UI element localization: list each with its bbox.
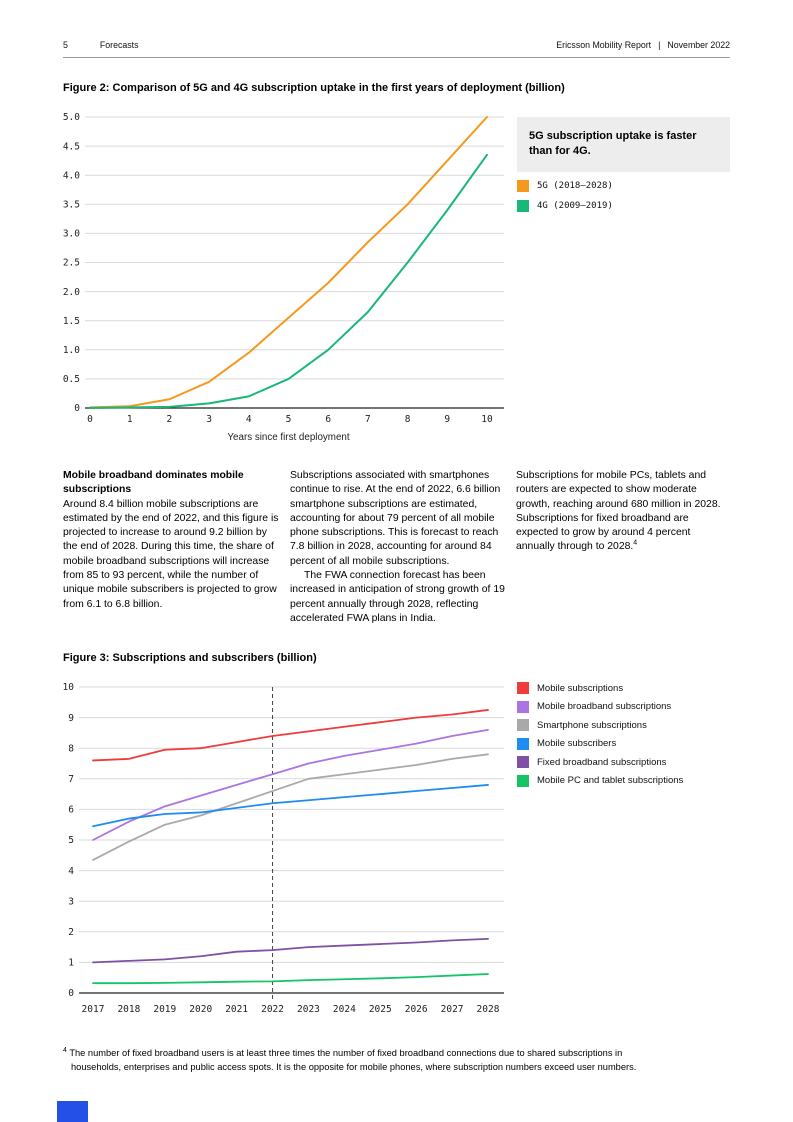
series-line-mobile-pc-and-tablet-subscriptions — [93, 974, 488, 983]
section-title: Forecasts — [99, 40, 139, 50]
y-tick-label: 10 — [62, 682, 74, 694]
footnote-marker: 4 — [63, 1046, 67, 1054]
x-tick-label: 2021 — [225, 1004, 249, 1015]
x-tick-label: 0 — [87, 414, 93, 425]
report-title: Ericsson Mobility Report — [556, 40, 652, 50]
y-tick-label: 2.5 — [62, 257, 80, 269]
legend-item — [517, 719, 683, 731]
figure2-callout: 5G subscription uptake is faster than for 4G. — [517, 117, 730, 172]
figure3-title: Figure 3: Subscriptions and subscribers (billion) — [63, 652, 317, 664]
body-column-1 — [63, 469, 281, 626]
legend-label: Smartphone subscriptions — [537, 719, 647, 731]
legend-item — [517, 682, 683, 694]
series-line-mobile-subscribers — [93, 785, 488, 826]
y-tick-label: 4 — [68, 865, 74, 877]
x-axis-title: Years since first deployment — [227, 432, 350, 443]
y-tick-label: 3.0 — [62, 228, 80, 240]
legend-label: Mobile subscriptions — [537, 682, 624, 694]
legend-swatch-icon — [517, 756, 529, 768]
legend-item — [517, 775, 683, 787]
body-paragraph: Subscriptions for mobile PCs, tablets and routers are expected to show moderate growth, reaching around 680 million in 2028. Subscriptions for fixed broadband are expected to grow by around 4 percent annually through to 2028.$^4$ — [516, 470, 721, 553]
body-column-3 — [516, 469, 730, 626]
y-tick-label: 7 — [68, 774, 74, 785]
x-tick-label: 2020 — [189, 1004, 213, 1015]
body-heading: Mobile broadband dominates mobile subscriptions — [63, 470, 244, 496]
y-tick-label: 1.5 — [62, 315, 80, 327]
legend-label: 4G (2009–2019) — [537, 201, 613, 211]
y-tick-label: 2.0 — [62, 286, 80, 298]
legend-swatch-icon — [517, 682, 529, 694]
report-issue: November 2022 — [667, 40, 730, 50]
legend-item — [517, 738, 683, 750]
footnote-reference: 4 — [633, 540, 638, 548]
page-header — [63, 40, 730, 50]
y-tick-label: 5 — [68, 835, 74, 847]
legend-label: Mobile broadband subscriptions — [537, 701, 672, 712]
y-tick-label: 4.5 — [62, 141, 80, 153]
x-tick-label: 2017 — [81, 1004, 105, 1015]
series-line-smartphone-subscriptions — [93, 754, 488, 860]
legend-swatch-icon — [517, 701, 529, 713]
legend-swatch-icon — [517, 719, 529, 731]
y-tick-label: 3.5 — [62, 199, 80, 211]
figure3-legend — [517, 682, 683, 787]
body-paragraph: Subscriptions associated with smartphones continue to rise. At the end of 2022, 6.6 billion smartphone subscriptions are estimated, accounting for about 79 percent of all mobile phone subscriptions. This is forecast to reach 7.8 billion in 2028, accounting for around 84 percent of all mobile subscriptions. — [290, 470, 501, 567]
x-tick-label: 2027 — [440, 1004, 464, 1015]
body-column-2 — [290, 469, 507, 626]
x-tick-label: 2025 — [368, 1004, 392, 1015]
legend-label: 5G (2018–2028) — [537, 181, 613, 191]
x-tick-label: 4 — [245, 414, 252, 425]
legend-item — [517, 200, 613, 212]
y-tick-label: 9 — [68, 712, 74, 724]
y-tick-label: 2 — [68, 927, 74, 938]
y-tick-label: 3 — [68, 896, 74, 908]
legend-swatch-icon — [517, 738, 529, 750]
legend-label: Fixed broadband subscriptions — [537, 756, 667, 768]
x-tick-label: 1 — [126, 414, 133, 425]
x-tick-label: 2018 — [117, 1004, 141, 1015]
legend-item — [517, 756, 683, 768]
body-columns — [63, 469, 730, 626]
legend-label: Mobile subscribers — [537, 738, 617, 749]
figure2-line-chart — [55, 100, 507, 448]
x-tick-label: 2024 — [332, 1004, 356, 1015]
series-line-4g-2009-2019- — [90, 155, 487, 408]
y-tick-label: 0 — [74, 403, 80, 415]
series-line-fixed-broadband-subscriptions — [93, 939, 488, 963]
y-tick-label: 1.0 — [62, 345, 80, 356]
figure2-legend — [517, 180, 613, 212]
x-tick-label: 9 — [444, 414, 451, 425]
y-tick-label: 6 — [68, 804, 74, 816]
y-tick-label: 0 — [68, 988, 74, 1000]
x-tick-label: 8 — [404, 414, 411, 425]
legend-label: Mobile PC and tablet subscriptions — [537, 775, 684, 786]
body-paragraph: The FWA connection forecast has been increased in anticipation of strong growth of 19 percent annually through 2028, reflecting accelerated FWA plans in India. — [290, 570, 505, 624]
x-tick-label: 2023 — [297, 1004, 320, 1015]
y-tick-label: 4.0 — [62, 170, 80, 182]
page-number: 5 — [63, 40, 68, 50]
figure2-title: Figure 2: Comparison of 5G and 4G subscription uptake in the first years of deployment (billion) — [63, 82, 565, 94]
y-tick-label: 8 — [68, 743, 74, 755]
x-tick-label: 2019 — [153, 1004, 177, 1015]
y-tick-label: 1 — [68, 957, 74, 969]
x-tick-label: 7 — [365, 414, 371, 425]
header-separator: | — [658, 40, 661, 50]
x-tick-label: 3 — [206, 414, 212, 425]
figure3-line-chart — [55, 680, 507, 1025]
x-tick-label: 6 — [325, 414, 332, 425]
x-tick-label: 2 — [166, 414, 173, 425]
legend-item — [517, 701, 683, 713]
footnote: $^4$ The number of fixed broadband users is at least three times the number of fixed broadband connections due to shared subscriptions in households, enterprises and public access spots. It is the opposite for mobile phones, where subscription numbers exceed user numbers. — [63, 1046, 637, 1072]
legend-item — [517, 180, 613, 192]
page-footer-blue-graphic — [57, 1101, 88, 1122]
x-tick-label: 2022 — [261, 1004, 284, 1015]
y-tick-label: 5.0 — [62, 112, 80, 124]
body-paragraph: Around 8.4 billion mobile subscriptions are estimated by the end of 2022, and this figure is projected to increase to around 9.2 billion by the end of 2028. During this time, the share of mobile broadband subscriptions will increase from 85 to 93 percent, while the number of unique mobile subscribers is projected to grow from 6.1 to 6.8 billion. — [63, 498, 279, 610]
x-tick-label: 2028 — [476, 1004, 500, 1015]
legend-swatch-icon — [517, 200, 529, 212]
x-tick-label: 5 — [285, 414, 292, 425]
legend-swatch-icon — [517, 775, 529, 787]
x-tick-label: 2026 — [404, 1004, 428, 1015]
legend-swatch-icon — [517, 180, 529, 192]
y-tick-label: 0.5 — [62, 374, 80, 386]
header-rule — [63, 57, 730, 58]
x-tick-label: 10 — [481, 414, 493, 425]
